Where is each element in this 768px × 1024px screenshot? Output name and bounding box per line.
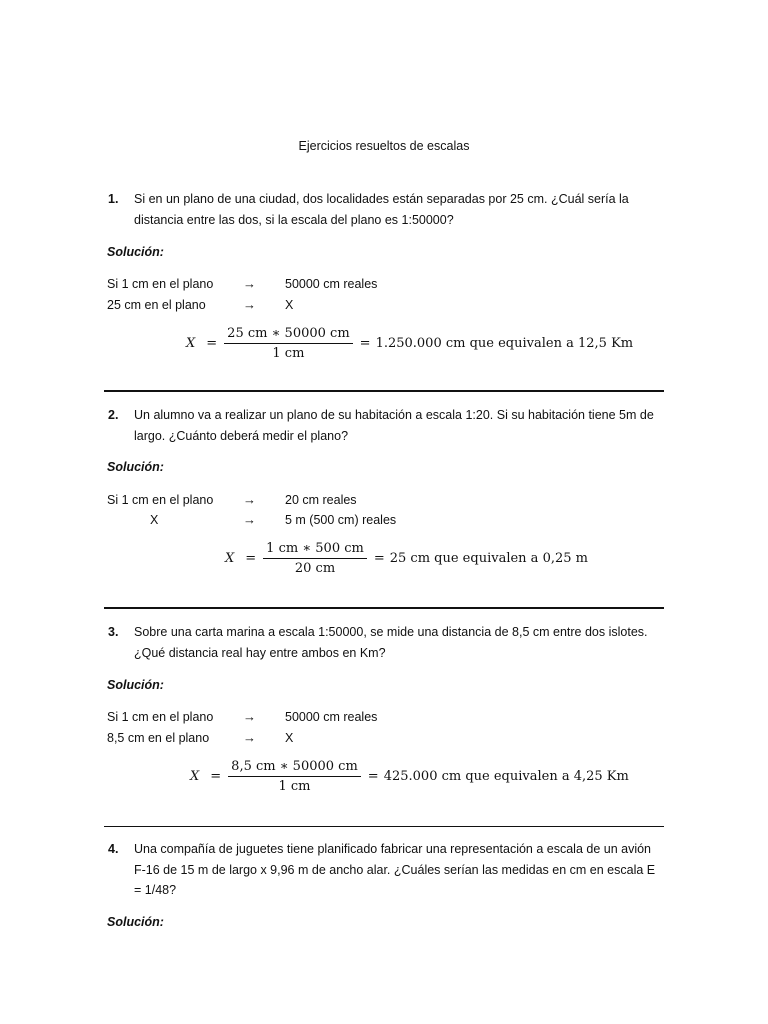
problem-statement: Un alumno va a realizar un plano de su habitación a escala 1:20. Si su habitación tiene 5m de largo. ¿Cuánto deberá medir el plano? xyxy=(134,408,654,443)
arrow-icon: → xyxy=(243,512,256,527)
solution-label: Solución: xyxy=(107,245,164,259)
proportion-left: X xyxy=(150,513,159,527)
proportion-left: 25 cm en el plano xyxy=(107,298,206,312)
proportion-right: 5 m (500 cm) reales xyxy=(285,513,397,527)
formula-numerator: 25 cm ∗ 50000 cm xyxy=(224,326,352,344)
section-divider xyxy=(104,390,664,392)
problem-4 xyxy=(108,839,658,901)
problem-statement: Si en un plano de una ciudad, dos localidades están separadas por 25 cm. ¿Cuál sería la distancia entre las dos, si la escala del plano es 1:50000? xyxy=(134,192,629,227)
problem-statement: Sobre una carta marina a escala 1:50000, se mide una distancia de 8,5 cm entre dos islotes. ¿Qué distancia real hay entre ambos en Km? xyxy=(134,625,648,660)
formula-denominator: 1 cm xyxy=(278,779,311,794)
problem-3 xyxy=(108,622,658,663)
section-divider xyxy=(104,826,664,827)
formula: X = $\frac{8,5 cm ∗ 50000 cm}{1 cm}$ = 425.000 cm que equivalen a 4,25 Km xyxy=(190,759,629,794)
section-divider xyxy=(104,607,664,609)
proportion-right: X xyxy=(285,298,294,312)
proportion-left: Si 1 cm en el plano xyxy=(107,277,214,291)
solution-label: Solución: xyxy=(107,460,164,474)
solution-label: Solución: xyxy=(107,915,164,929)
formula-result: 425.000 cm que equivalen a 4,25 Km xyxy=(383,769,629,784)
document-title: Ejercicios resueltos de escalas xyxy=(298,139,470,153)
proportion-right: 50000 cm reales xyxy=(285,277,378,291)
proportion-left: Si 1 cm en el plano xyxy=(107,493,214,507)
arrow-icon: → xyxy=(243,492,256,507)
proportion-right: 20 cm reales xyxy=(285,493,357,507)
problem-number: 4. xyxy=(108,842,119,856)
proportion-right: X xyxy=(285,731,294,745)
arrow-icon: → xyxy=(243,297,256,312)
solution-label: Solución: xyxy=(107,678,164,692)
problem-number: 2. xyxy=(108,408,119,422)
problem-number: 1. xyxy=(108,192,119,206)
formula-result: 25 cm que equivalen a 0,25 m xyxy=(389,551,588,566)
formula-variable: X xyxy=(225,551,235,566)
formula-denominator: 1 cm xyxy=(272,346,305,361)
arrow-icon: → xyxy=(243,709,256,724)
proportion-left: Si 1 cm en el plano xyxy=(107,710,214,724)
problem-statement: Una compañía de juguetes tiene planificado fabricar una representación a escala de un avión F-16 de 15 m de largo x 9,96 m de ancho alar. ¿Cuáles serían las medidas en cm en escala E = 1/48? xyxy=(134,842,656,897)
problem-number: 3. xyxy=(108,625,119,639)
problem-2 xyxy=(108,405,658,446)
formula: X = $\frac{1 cm ∗ 500 cm}{20 cm}$ = 25 cm que equivalen a 0,25 m xyxy=(225,541,588,576)
formula-numerator: 8,5 cm ∗ 50000 cm xyxy=(228,759,361,777)
formula-result: 1.250.000 cm que equivalen a 12,5 Km xyxy=(375,336,634,351)
problem-1 xyxy=(108,189,658,230)
proportion-left: 8,5 cm en el plano xyxy=(107,731,210,745)
arrow-icon: → xyxy=(243,276,256,291)
formula-variable: X xyxy=(186,336,196,351)
formula: X = $\frac{25 cm ∗ 50000 cm}{1 cm}$ = 1.250.000 cm que equivalen a 12,5 Km xyxy=(186,326,634,361)
proportion-right: 50000 cm reales xyxy=(285,710,378,724)
formula-variable: X xyxy=(190,769,200,784)
formula-numerator: 1 cm ∗ 500 cm xyxy=(263,541,367,559)
formula-denominator: 20 cm xyxy=(294,561,336,576)
arrow-icon: → xyxy=(243,730,256,745)
